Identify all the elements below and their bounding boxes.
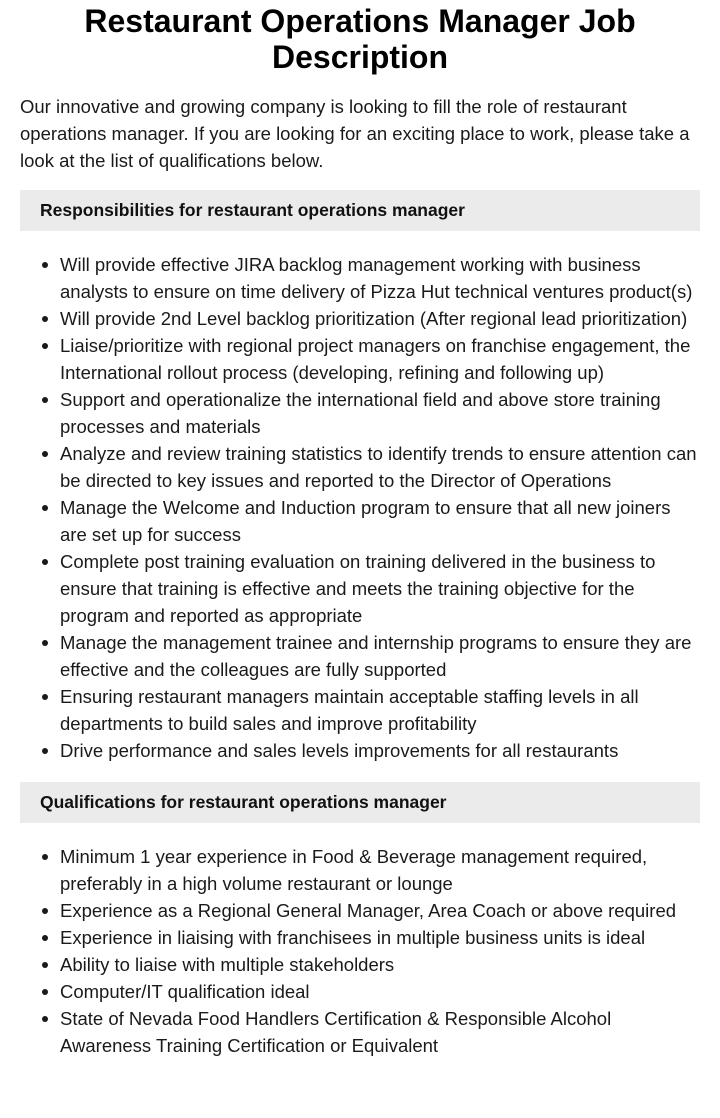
- qualifications-list: [20, 843, 700, 1059]
- responsibilities-section-header: Responsibilities for restaurant operations manager: [20, 190, 700, 231]
- list-item: Ability to liaise with multiple stakeholders: [60, 951, 700, 978]
- intro-paragraph: Our innovative and growing company is looking to fill the role of restaurant operations manager. If you are looking for an exciting place to work, please take a look at the list of qualifications below.: [20, 96, 690, 171]
- list-item: Support and operationalize the international field and above store training processes and materials: [60, 386, 700, 440]
- list-item: Liaise/prioritize with regional project managers on franchise engagement, the International rollout process (developing, refining and following up): [60, 332, 700, 386]
- list-item: Computer/IT qualification ideal: [60, 978, 700, 1005]
- list-item: Manage the Welcome and Induction program to ensure that all new joiners are set up for success: [60, 494, 700, 548]
- list-item: Ensuring restaurant managers maintain acceptable staffing levels in all departments to build sales and improve profitability: [60, 683, 700, 737]
- list-item: Will provide effective JIRA backlog management working with business analysts to ensure on time delivery of Pizza Hut technical ventures product(s): [60, 251, 700, 305]
- list-item: Experience as a Regional General Manager, Area Coach or above required: [60, 897, 700, 924]
- list-item: Drive performance and sales levels improvements for all restaurants: [60, 737, 700, 764]
- list-item: Manage the management trainee and internship programs to ensure they are effective and the colleagues are fully supported: [60, 629, 700, 683]
- list-item: Will provide 2nd Level backlog prioritization (After regional lead prioritization): [60, 305, 700, 332]
- list-item: Analyze and review training statistics to identify trends to ensure attention can be directed to key issues and reported to the Director of Operations: [60, 440, 700, 494]
- list-item: Minimum 1 year experience in Food & Beverage management required, preferably in a high volume restaurant or lounge: [60, 843, 700, 897]
- list-item: Complete post training evaluation on training delivered in the business to ensure that training is effective and meets the training objective for the program and reported as appropriate: [60, 548, 700, 629]
- qualifications-section-header: Qualifications for restaurant operations manager: [20, 782, 700, 823]
- list-item: State of Nevada Food Handlers Certification & Responsible Alcohol Awareness Training Certification or Equivalent: [60, 1005, 700, 1059]
- page-title: Restaurant Operations Manager Job Description: [84, 3, 636, 75]
- list-item: Experience in liaising with franchisees in multiple business units is ideal: [60, 924, 700, 951]
- responsibilities-list: [20, 251, 700, 764]
